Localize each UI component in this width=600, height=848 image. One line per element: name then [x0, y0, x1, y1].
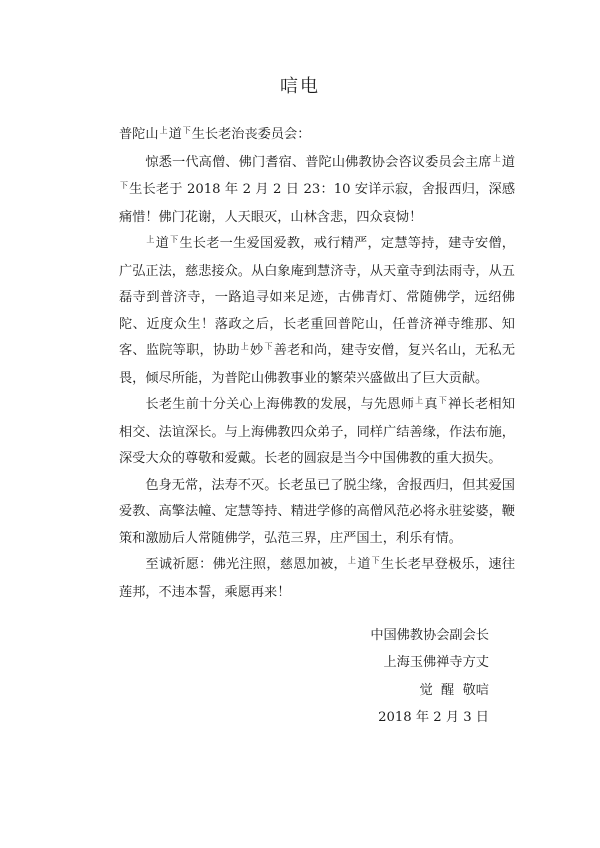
- signer-title: 中国佛教协会副会长: [370, 628, 489, 643]
- honorific-mark: 下: [170, 235, 179, 244]
- paragraph-legacy: 色身无常，法寿不灭。长老虽已了脱尘缘，舍报西归，但其爱国爱教、高擎法幢、定慧等持、精进学修的高僧风范必将永驻娑婆，鞭策和激励后人常随佛学，弘范三界，庄严国土，利乐有情。: [119, 477, 515, 546]
- honorific-mark: 上: [492, 153, 501, 163]
- signature-block: [370, 622, 489, 731]
- honorific-mark: 上: [347, 556, 357, 565]
- honorific-mark: 上: [415, 396, 424, 405]
- paragraph-prayer: 至诚祈愿：佛光注照，慈恩加被，$^上$道$^下$生长老早登极乐，速往莲邦，不违本誓，乘愿再来！: [119, 556, 516, 600]
- paragraph-condolence: 惊悉一代高僧、佛门耆宿、普陀山佛教协会咨议委员会主席$^上$道$^下$生长老于 2018 年 2 月 2 日 23：10 安详示寂，舍报西归，深感痛惜！佛门花谢，人天眼灭，山林含悲，四众哀恸！: [119, 153, 516, 225]
- salutation: 普陀山$^上$道$^下$生长老治丧委员会：: [119, 126, 311, 142]
- signer-name: 觉 醒 敬唁: [419, 682, 489, 698]
- letter-body: [119, 122, 515, 606]
- paragraph-shanghai: 长老生前十分关心上海佛教的发展，与先恩师$^上$真$^下$禅长老相知相交、法谊深长。与上海佛教四众弟子，同样广结善缘，作法布施，深受大众的尊敬和爱戴。长老的圆寂是当今中国佛教的重大损失。: [119, 396, 516, 466]
- honorific-mark: 下: [182, 126, 191, 135]
- paragraph-biography: $^上$道$^下$生长老一生爱国爱教，戒行精严，定慧等持，建寺安僧，广弘正法，慈悲接众。从白象庵到慧济寺，从天童寺到法雨寺，从五磊寺到普济寺，一路追寻如来足迹，古佛青灯、常随佛学，远绍佛陀、近度众生！落政之后，长老重回普陀山，任普济禅寺维那、知客、监院等职，协助$^上$妙$^下$善老和尚，建寺安僧，复兴名山，无私无畏，倾尽所能，为普陀山佛教事业的繁荣兴盛做出了巨大贡献。: [119, 235, 516, 386]
- document-title: 唁电: [280, 76, 320, 97]
- signer-position: 上海玉佛禅寺方丈: [383, 655, 489, 671]
- honorific-mark: 下: [438, 396, 448, 405]
- honorific-mark: 上: [146, 235, 155, 244]
- honorific-mark: 下: [264, 342, 273, 351]
- letter-date: 2018 年 2 月 3 日: [378, 709, 489, 725]
- honorific-mark: 上: [240, 342, 250, 351]
- honorific-mark: 下: [371, 556, 380, 565]
- honorific-mark: 上: [159, 126, 168, 135]
- honorific-mark: 下: [120, 181, 129, 190]
